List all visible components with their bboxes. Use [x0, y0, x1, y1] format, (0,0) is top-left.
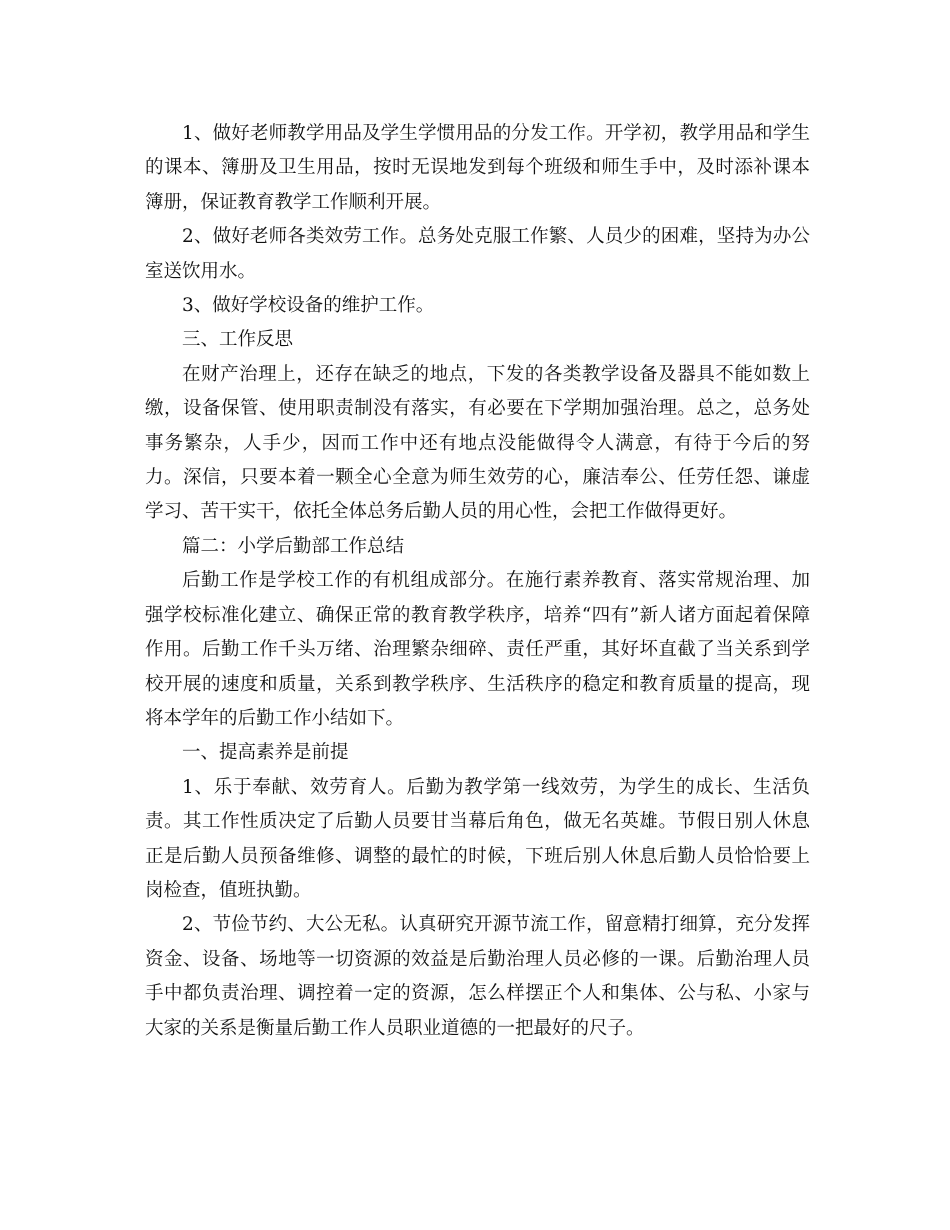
paragraph-2: 2、做好老师各类效劳工作。总务处克服工作繁、人员少的困难，坚持为办公室送饮用水。: [145, 226, 810, 282]
paragraph-1: 1、做好老师教学用品及学生学惯用品的分发工作。开学初，教学用品和学生的课本、簿册及卫生用品，按时无误地发到每个班级和师生手中，及时添补课本簿册，保证教育教学工作顺利开展。: [145, 123, 810, 213]
paragraph-7: 后勤工作是学校工作的有机组成部分。在施行素养教育、落实常规治理、加强学校标准化建立、确保正常的教育教学秩序，培养“四有”新人诸方面起着保障作用。后勤工作千头万绪、治理繁杂细碎、责任严重，其好坏直截了当关系到学校开展的速度和质量，关系到教学秩序、生活秩序的稳定和教育质量的提高，现将本学年的后勤工作小结如下。: [145, 570, 810, 729]
article-heading-2: 篇二：小学后勤部工作总结: [182, 535, 405, 557]
paragraph-10: 2、节俭节约、大公无私。认真研究开源节流工作，留意精打细算，充分发挥资金、设备、场地等一切资源的效益是后勤治理人员必修的一课。后勤治理人员手中都负责治理、调控着一定的资源，怎么样摆正个人和集体、公与私、小家与大家的关系是衡量后勤工作人员职业道德的一把最好的尺子。: [145, 914, 810, 1039]
document-body: [145, 117, 810, 1046]
paragraph-9: 1、乐于奉献、效劳育人。后勤为教学第一线效劳，为学生的成长、生活负责。其工作性质决定了后勤人员要甘当幕后角色，做无名英雄。节假日别人休息正是后勤人员预备维修、调整的最忙的时候，下班后别人休息后勤人员恰恰要上岗检查，值班执勤。: [145, 776, 810, 901]
section-heading-quality: 一、提高素养是前提: [182, 742, 349, 764]
paragraph-3: 3、做好学校设备的维护工作。: [182, 295, 435, 317]
section-heading-reflection: 三、工作反思: [182, 329, 294, 351]
paragraph-5: 在财产治理上，还存在缺乏的地点，下发的各类教学设备及器具不能如数上缴，设备保管、使用职责制没有落实，有必要在下学期加强治理。总之，总务处事务繁杂，人手少，因而工作中还有地点没能做得令人满意，有待于今后的努力。深信，只要本着一颗全心全意为师生效劳的心，廉洁奉公、任劳任怨、谦虚学习、苦干实干，依托全体总务后勤人员的用心性，会把工作做得更好。: [145, 363, 810, 523]
